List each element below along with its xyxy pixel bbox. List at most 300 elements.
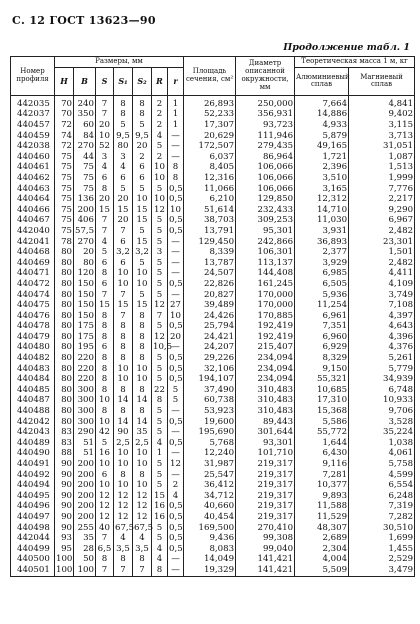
cell-B: 175 <box>74 332 96 343</box>
cell-mass-magnesium: 4,841 <box>349 95 415 109</box>
cell-B: 200 <box>74 205 96 216</box>
cell-H: 72 <box>55 120 74 131</box>
cell-S2: 15 <box>133 205 152 216</box>
cell-B: 44 <box>74 152 96 163</box>
cell-H: 75 <box>55 194 74 205</box>
cell-S1: 8 <box>114 385 133 396</box>
cell-mass-magnesium: 6,967 <box>349 215 415 226</box>
cell-diameter: 106,066 <box>236 162 295 173</box>
table-row <box>11 215 415 226</box>
cell-mass-aluminum: 4,933 <box>295 120 349 131</box>
cell-R: 16 <box>152 512 168 523</box>
cell-S1: 8 <box>114 109 133 120</box>
cell-B: 100 <box>74 565 96 576</box>
cell-R: 5 <box>152 184 168 195</box>
cell-area: 17,307 <box>184 120 236 131</box>
cell-mass-aluminum: 2,396 <box>295 162 349 173</box>
cell-S: 4 <box>96 162 114 173</box>
cell-S: 12 <box>96 491 114 502</box>
table-row <box>11 364 415 375</box>
cell-profile-number: 440485 <box>11 385 55 396</box>
cell-mass-magnesium: 1,455 <box>349 544 415 555</box>
cell-S: 12 <box>96 501 114 512</box>
cell-S1: 8 <box>114 321 133 332</box>
table-row <box>11 427 415 438</box>
cell-S2: 9,5 <box>133 131 152 142</box>
cell-area: 20,629 <box>184 131 236 142</box>
cell-H: 80 <box>55 417 74 428</box>
cell-S1: 80 <box>114 141 133 152</box>
cell-R: 2 <box>152 120 168 131</box>
cell-r: 5 <box>168 385 184 396</box>
cell-mass-magnesium: 10,933 <box>349 395 415 406</box>
cell-profile-number: 440457 <box>11 120 55 131</box>
cell-profile-number: 440466 <box>11 205 55 216</box>
header-section-area: Площадь сечения, см² <box>184 57 236 96</box>
cell-S1: 5 <box>114 120 133 131</box>
cell-H: 75 <box>55 205 74 216</box>
table-row <box>11 512 415 523</box>
cell-diameter: 250,000 <box>236 95 295 109</box>
cell-R: 5 <box>152 533 168 544</box>
cell-R: 10 <box>152 194 168 205</box>
cell-r: 0,5 <box>169 321 183 332</box>
cell-area: 13,787 <box>184 258 236 269</box>
cell-H: 90 <box>55 501 74 512</box>
cell-r: 0,5 <box>169 353 183 364</box>
cell-profile-number: 442041 <box>11 237 55 248</box>
cell-B: 51 <box>74 438 96 449</box>
cell-mass-magnesium: 4,061 <box>349 448 415 459</box>
table-row <box>11 120 415 131</box>
table-row <box>11 279 415 290</box>
cell-S1: 9,5 <box>114 131 133 142</box>
cell-mass-magnesium: 1,513 <box>349 162 415 173</box>
cell-mass-aluminum: 12,312 <box>295 194 349 205</box>
table-row <box>11 523 415 534</box>
cell-diameter: 219,317 <box>236 491 295 502</box>
cell-S1: 14 <box>114 395 133 406</box>
cell-area: 12,240 <box>184 448 236 459</box>
cell-S2: 5 <box>133 258 152 269</box>
cell-S2: 10 <box>133 279 152 290</box>
cell-profile-number: 442035 <box>11 95 55 109</box>
cell-mass-aluminum: 4,004 <box>295 554 349 565</box>
cell-R: 4 <box>152 554 168 565</box>
cell-S1: 4 <box>114 533 133 544</box>
cell-R: 4 <box>152 438 168 449</box>
cell-S: 10 <box>96 480 114 491</box>
cell-S1: 7 <box>114 565 133 576</box>
cell-mass-aluminum: 5,509 <box>295 565 349 576</box>
cell-mass-aluminum: 2,377 <box>295 247 349 258</box>
cell-r: — <box>168 237 184 248</box>
cell-S2: 67,5 <box>134 522 154 533</box>
table-row <box>11 470 415 481</box>
cell-B: 28 <box>74 544 96 555</box>
table-row <box>11 300 415 311</box>
cell-profile-number: 442044 <box>11 533 55 544</box>
cell-diameter: 219,317 <box>236 459 295 470</box>
profile-dimensions-table <box>10 56 415 577</box>
cell-r: — <box>168 290 184 301</box>
cell-profile-number: 440464 <box>11 194 55 205</box>
cell-S1: 12 <box>114 491 133 502</box>
cell-R: 4 <box>152 544 168 555</box>
cell-S2: 20 <box>133 141 152 152</box>
cell-S2: 5 <box>133 184 152 195</box>
cell-area: 14,049 <box>184 554 236 565</box>
cell-r: — <box>168 554 184 565</box>
cell-R: 12 <box>152 300 168 311</box>
cell-R: 2 <box>152 109 168 120</box>
cell-S1: 12 <box>114 512 133 523</box>
cell-area: 29,226 <box>184 353 236 364</box>
cell-mass-aluminum: 3,931 <box>295 226 349 237</box>
table-row <box>11 226 415 237</box>
cell-S2: 4 <box>133 533 152 544</box>
cell-profile-number: 440487 <box>11 395 55 406</box>
cell-mass-magnesium: 9,290 <box>349 205 415 216</box>
cell-S: 8 <box>96 332 114 343</box>
cell-S2: 2,5 <box>133 438 152 449</box>
cell-area: 25,547 <box>184 470 236 481</box>
cell-S: 6 <box>96 173 114 184</box>
cell-S2: 8 <box>133 554 152 565</box>
cell-B: 300 <box>74 406 96 417</box>
cell-B: 84 <box>74 131 96 142</box>
cell-r: — <box>168 448 184 459</box>
cell-diameter: 242,866 <box>236 237 295 248</box>
cell-mass-magnesium: 4,109 <box>349 279 415 290</box>
cell-S2: 3,5 <box>133 544 152 555</box>
cell-S2: 10 <box>133 459 152 470</box>
cell-S2: 6 <box>133 162 152 173</box>
table-row <box>11 237 415 248</box>
cell-S: 10 <box>96 459 114 470</box>
cell-B: 60 <box>74 120 96 131</box>
cell-R: 5 <box>152 353 168 364</box>
cell-S: 7 <box>96 533 114 544</box>
cell-S: 16 <box>96 448 114 459</box>
cell-R: 5 <box>152 141 168 152</box>
cell-mass-magnesium: 3,749 <box>349 290 415 301</box>
cell-mass-magnesium: 3,479 <box>349 565 415 576</box>
cell-profile-number: 440460 <box>11 152 55 163</box>
cell-S1: 3,5 <box>114 544 133 555</box>
cell-S2: 8 <box>133 95 152 109</box>
cell-S1: 6 <box>114 258 133 269</box>
header-profile-number: Номер профиля <box>11 57 55 96</box>
cell-diameter: 192,419 <box>236 332 295 343</box>
cell-area: 5,768 <box>184 438 236 449</box>
cell-area: 194,107 <box>184 374 236 385</box>
cell-S: 5 <box>96 247 114 258</box>
cell-S2: 6 <box>133 173 152 184</box>
table-row <box>11 533 415 544</box>
cell-H: 80 <box>55 374 74 385</box>
cell-r: 0,5 <box>169 225 183 236</box>
cell-mass-aluminum: 6,960 <box>295 332 349 343</box>
cell-H: 80 <box>55 279 74 290</box>
cell-r: — <box>168 141 184 152</box>
cell-profile-number: 440497 <box>11 512 55 523</box>
cell-diameter: 95,301 <box>236 226 295 237</box>
cell-B: 300 <box>74 417 96 428</box>
cell-S: 15 <box>96 300 114 311</box>
cell-area: 24,207 <box>184 342 236 353</box>
cell-S: 3 <box>96 152 114 163</box>
cell-R: 16 <box>152 501 168 512</box>
cell-r: 8 <box>168 162 184 173</box>
cell-S1: 10 <box>114 448 133 459</box>
cell-H: 83 <box>55 438 74 449</box>
cell-diameter: 192,419 <box>236 321 295 332</box>
cell-S2: 10 <box>133 480 152 491</box>
cell-S: 6 <box>96 342 114 353</box>
cell-R: 5 <box>152 258 168 269</box>
cell-S1: 6 <box>114 173 133 184</box>
cell-mass-magnesium: 30,510 <box>349 523 415 534</box>
cell-H: 72 <box>55 141 74 152</box>
cell-area: 26,893 <box>184 95 236 109</box>
cell-mass-magnesium: 4,411 <box>349 268 415 279</box>
cell-H: 80 <box>55 290 74 301</box>
cell-S2: 8 <box>133 353 152 364</box>
cell-r: 0,5 <box>169 183 183 194</box>
cell-profile-number: 440463 <box>11 184 55 195</box>
cell-r: 0,5 <box>169 533 183 544</box>
cell-diameter: 310,483 <box>236 385 295 396</box>
cell-r: 0,5 <box>169 363 183 374</box>
cell-mass-magnesium: 5,758 <box>349 459 415 470</box>
cell-mass-aluminum: 17,310 <box>295 395 349 406</box>
cell-R: 5 <box>152 427 168 438</box>
cell-diameter: 170,000 <box>236 290 295 301</box>
cell-area: 25,794 <box>184 321 236 332</box>
cell-B: 220 <box>74 374 96 385</box>
cell-B: 290 <box>74 427 96 438</box>
cell-mass-magnesium: 4,396 <box>349 332 415 343</box>
cell-R: 7 <box>152 311 168 322</box>
cell-mass-aluminum: 1,644 <box>295 438 349 449</box>
cell-S: 6 <box>96 258 114 269</box>
cell-S2: 15 <box>133 300 152 311</box>
cell-diameter: 219,317 <box>236 470 295 481</box>
cell-profile-number: 442043 <box>11 427 55 438</box>
cell-mass-magnesium: 4,376 <box>349 342 415 353</box>
cell-mass-magnesium: 6,748 <box>349 385 415 396</box>
cell-R: 5 <box>152 237 168 248</box>
cell-profile-number: 440492 <box>11 470 55 481</box>
cell-S2: 10 <box>133 374 152 385</box>
cell-S: 8 <box>96 184 114 195</box>
cell-mass-aluminum: 48,307 <box>295 523 349 534</box>
cell-R: 1 <box>152 448 168 459</box>
cell-area: 24,507 <box>184 268 236 279</box>
cell-profile-number: 440475 <box>11 300 55 311</box>
cell-S2: 5 <box>133 226 152 237</box>
table-row <box>11 162 415 173</box>
cell-area: 6,037 <box>184 152 236 163</box>
cell-H: 100 <box>56 554 73 565</box>
cell-S: 15 <box>96 205 114 216</box>
cell-S2: 10 <box>133 268 152 279</box>
cell-r: 0,5 <box>169 437 183 448</box>
cell-diameter: 93,301 <box>236 438 295 449</box>
cell-mass-aluminum: 9,150 <box>295 364 349 375</box>
cell-R: 8 <box>152 395 168 406</box>
cell-area: 51,614 <box>184 205 236 216</box>
cell-H: 80 <box>55 406 74 417</box>
cell-H: 74 <box>55 131 74 142</box>
cell-profile-number: 440484 <box>11 374 55 385</box>
cell-diameter: 270,410 <box>236 523 295 534</box>
header-S: S <box>96 67 114 95</box>
cell-B: 200 <box>74 470 96 481</box>
cell-diameter: 219,317 <box>236 512 295 523</box>
cell-profile-number: 440501 <box>11 565 55 576</box>
cell-profile-number: 440468 <box>11 247 55 258</box>
cell-B: 136 <box>74 194 96 205</box>
cell-diameter: 310,483 <box>236 406 295 417</box>
cell-area: 195,690 <box>184 427 236 438</box>
cell-r: — <box>168 427 184 438</box>
cell-mass-aluminum: 7,351 <box>295 321 349 332</box>
cell-S2: 8 <box>133 109 152 120</box>
cell-H: 75 <box>55 173 74 184</box>
table-row <box>11 131 415 142</box>
cell-mass-aluminum: 3,165 <box>295 184 349 195</box>
cell-S1: 7 <box>114 311 133 322</box>
cell-B: 406 <box>74 215 96 226</box>
cell-S1: 8 <box>114 95 133 109</box>
cell-S: 7 <box>96 565 114 576</box>
table-row <box>11 311 415 322</box>
table-row <box>11 406 415 417</box>
cell-S1: 15 <box>114 205 133 216</box>
header-aluminum-alloy: Алюминиевый сплав <box>295 67 349 95</box>
cell-B: 120 <box>74 268 96 279</box>
cell-profile-number: 440488 <box>11 406 55 417</box>
cell-S: 40 <box>96 523 114 534</box>
cell-area: 13,791 <box>184 226 236 237</box>
cell-area: 172,507 <box>184 141 236 152</box>
cell-mass-magnesium: 23,301 <box>349 237 415 248</box>
header-mass-group: Теоретическая масса 1 м, кг <box>295 57 415 68</box>
header-r: r <box>168 67 184 95</box>
table-row <box>11 342 415 353</box>
cell-R: 5 <box>152 226 168 237</box>
cell-area: 52,233 <box>184 109 236 120</box>
cell-r: 8 <box>168 173 184 184</box>
header-S1: S₁ <box>114 67 133 95</box>
cell-profile-number: 440469 <box>11 258 55 269</box>
cell-diameter: 161,245 <box>236 279 295 290</box>
cell-S: 6,5 <box>96 544 114 555</box>
cell-S: 4 <box>96 237 114 248</box>
cell-S1: 12 <box>114 501 133 512</box>
cell-H: 95 <box>55 544 74 555</box>
cell-mass-aluminum: 55,772 <box>295 427 349 438</box>
cell-r: 10 <box>168 311 184 322</box>
header-R: R <box>152 67 168 95</box>
cell-S1: 20 <box>114 194 133 205</box>
table-row <box>11 491 415 502</box>
cell-S: 8 <box>96 554 114 565</box>
cell-mass-magnesium: 34,939 <box>349 374 415 385</box>
cell-area: 169,500 <box>184 523 236 534</box>
cell-r: 27 <box>168 300 184 311</box>
cell-r: 10 <box>168 205 184 216</box>
cell-H: 78 <box>55 237 74 248</box>
cell-S: 8 <box>96 385 114 396</box>
cell-S2: 2 <box>133 152 152 163</box>
cell-mass-aluminum: 11,254 <box>295 300 349 311</box>
cell-mass-aluminum: 10,685 <box>295 385 349 396</box>
cell-R: 12 <box>152 332 168 343</box>
cell-B: 150 <box>74 311 96 322</box>
cell-mass-magnesium: 31,051 <box>349 141 415 152</box>
cell-r: 5 <box>168 395 184 406</box>
cell-profile-number: 440476 <box>11 311 55 322</box>
cell-B: 35 <box>74 533 96 544</box>
cell-H: 80 <box>55 268 74 279</box>
cell-diameter: 301,644 <box>236 427 295 438</box>
cell-r: 20 <box>168 332 184 343</box>
cell-r: 0,5 <box>169 511 183 522</box>
cell-S: 12 <box>96 512 114 523</box>
cell-S: 7 <box>96 226 114 237</box>
cell-diameter: 232,433 <box>236 205 295 216</box>
cell-S1: 10 <box>114 364 133 375</box>
table-row <box>11 374 415 385</box>
cell-diameter: 356,931 <box>236 109 295 120</box>
cell-B: 200 <box>74 491 96 502</box>
cell-r: 0,5 <box>169 374 183 385</box>
cell-S2: 12 <box>133 512 152 523</box>
cell-diameter: 219,317 <box>236 480 295 491</box>
cell-S1: 10 <box>114 480 133 491</box>
cell-area: 36,412 <box>184 480 236 491</box>
cell-H: 80 <box>55 342 74 353</box>
cell-S1: 8 <box>114 342 133 353</box>
cell-profile-number: 440494 <box>11 480 55 491</box>
cell-mass-aluminum: 10,377 <box>295 480 349 491</box>
cell-mass-magnesium: 35,224 <box>349 427 415 438</box>
cell-r: 2 <box>168 480 184 491</box>
cell-diameter: 106,301 <box>236 247 295 258</box>
cell-R: 5 <box>152 364 168 375</box>
cell-mass-magnesium: 1,699 <box>349 533 415 544</box>
cell-S1: 10 <box>114 374 133 385</box>
cell-diameter: 279,435 <box>236 141 295 152</box>
cell-S2: 8 <box>133 342 152 353</box>
cell-B: 150 <box>74 279 96 290</box>
cell-diameter: 99,040 <box>236 544 295 555</box>
cell-mass-aluminum: 3,510 <box>295 173 349 184</box>
cell-diameter: 144,408 <box>236 268 295 279</box>
table-row <box>11 290 415 301</box>
cell-B: 240 <box>74 95 96 109</box>
cell-profile-number: 440500 <box>11 554 55 565</box>
cell-S: 7 <box>96 290 114 301</box>
cell-S: 8 <box>96 364 114 375</box>
cell-mass-magnesium: 4,599 <box>349 470 415 481</box>
cell-B: 150 <box>74 300 96 311</box>
cell-diameter: 93,723 <box>236 120 295 131</box>
cell-area: 40,660 <box>184 501 236 512</box>
